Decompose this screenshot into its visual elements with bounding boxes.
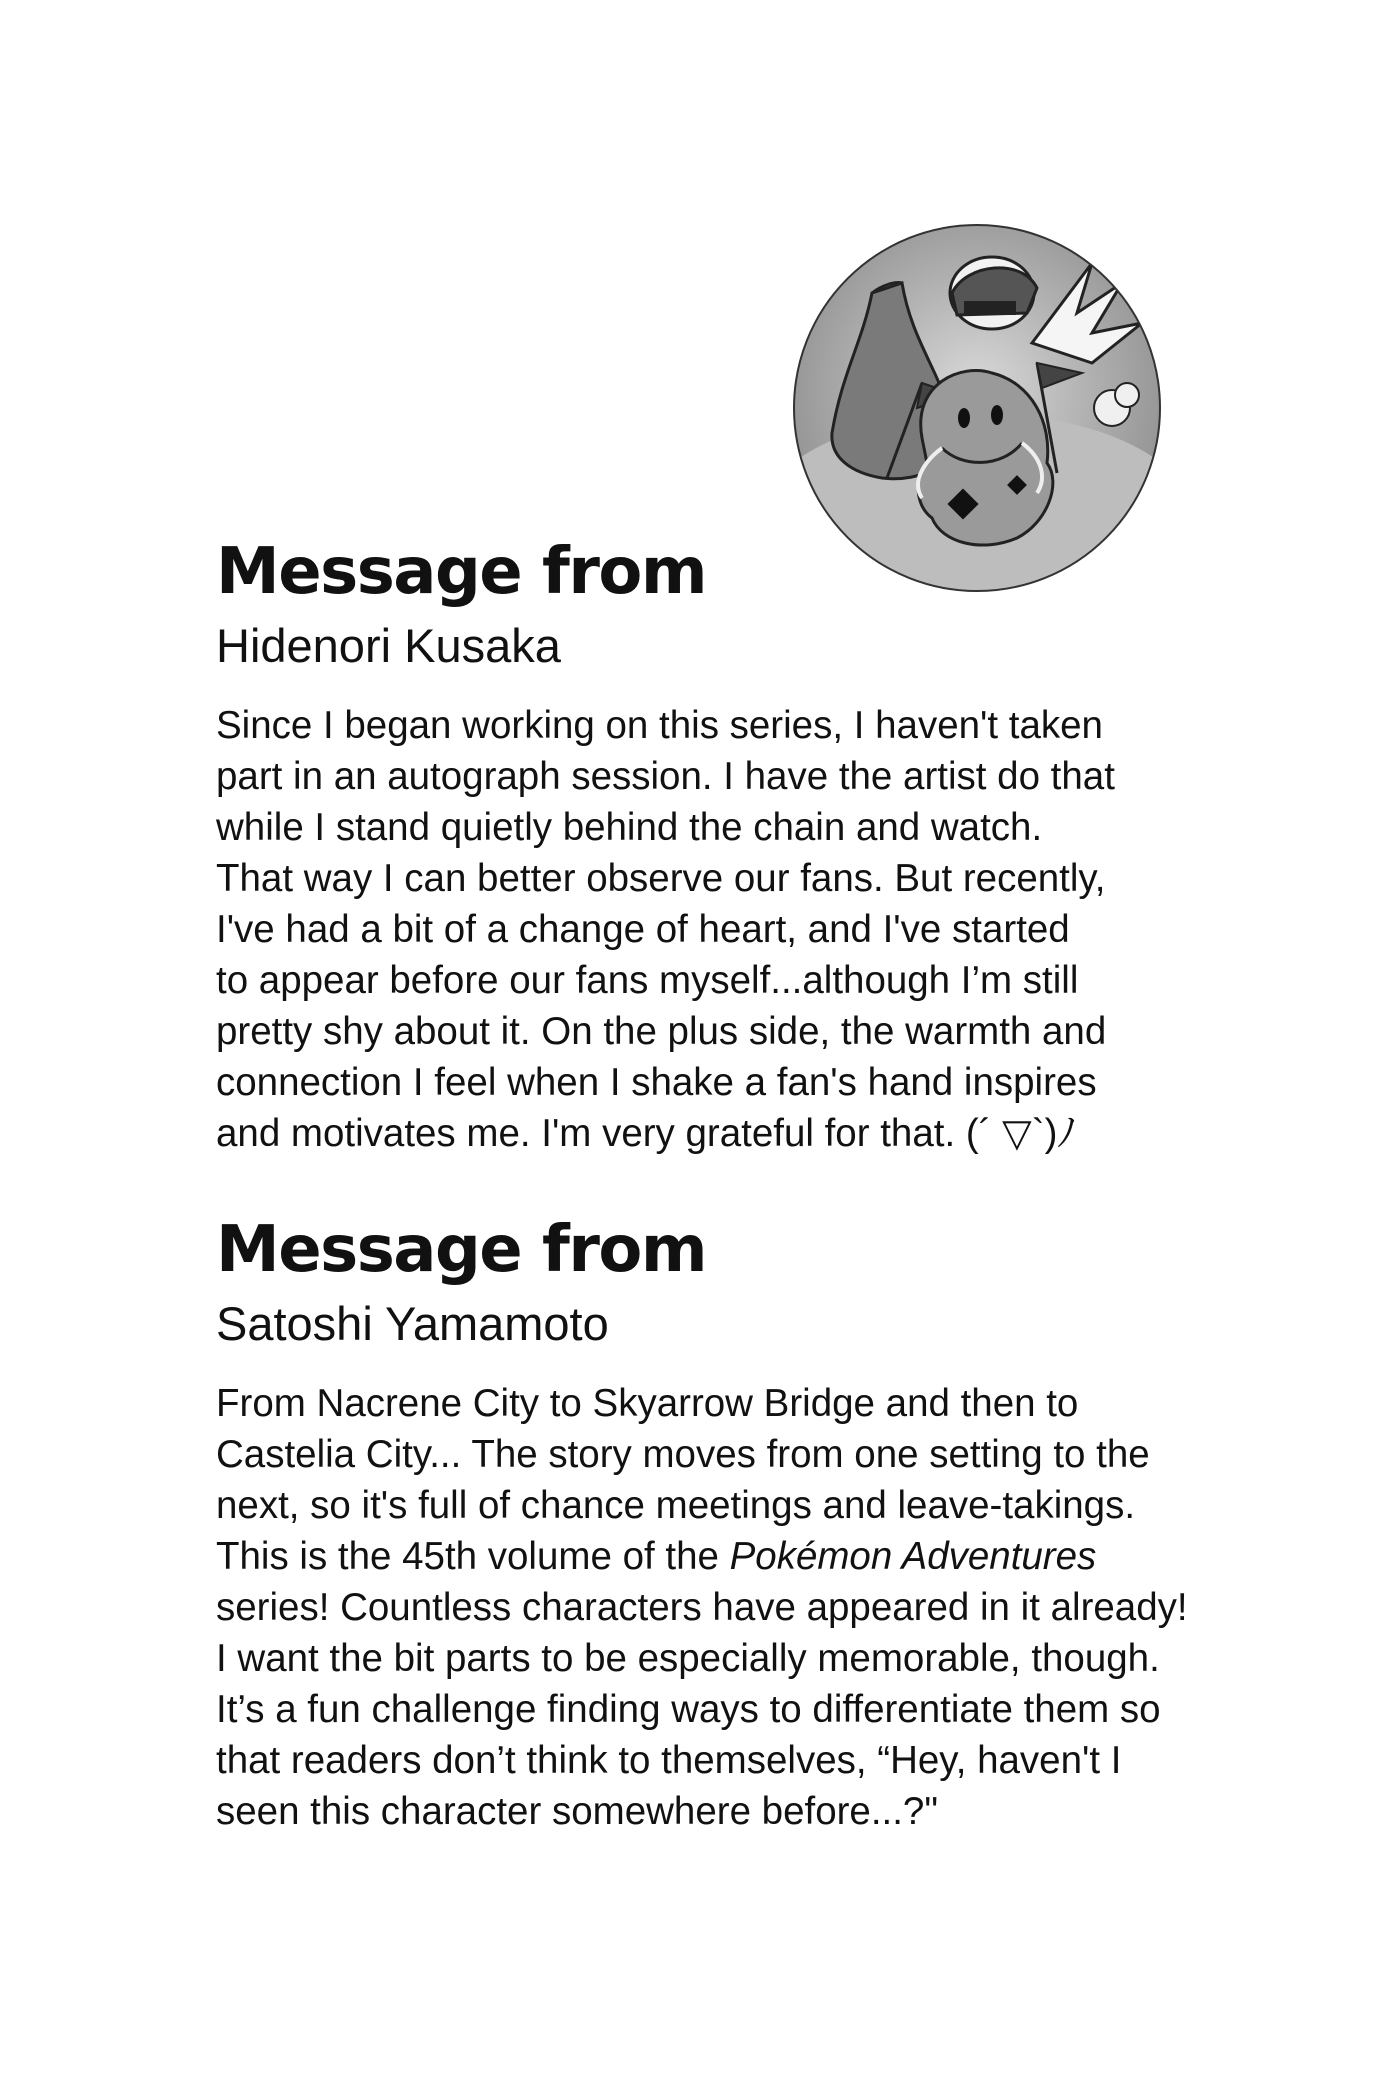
message-section-yamamoto (216, 1210, 1188, 1837)
message-line: I want the bit parts to be especially memorable, though. (216, 1637, 1160, 1680)
message-line-start: This is the 45th volume of the (216, 1535, 730, 1578)
message-body (216, 700, 1146, 1159)
message-line: pretty shy about it. On the plus side, the warmth and (216, 1010, 1107, 1053)
author-name: Satoshi Yamamoto (216, 1297, 609, 1350)
message-line: while I stand quietly behind the chain and watch. (216, 806, 1043, 849)
message-line: and motivates me. I'm very grateful for that. (´ ▽`)ﾉ (216, 1112, 1077, 1155)
message-body (216, 1378, 1188, 1837)
message-line: Since I began working on this series, I haven't taken (216, 704, 1103, 747)
message-line: part in an autograph session. I have the artist do that (216, 755, 1115, 798)
message-line: that readers don’t think to themselves, “Hey, haven't I (216, 1739, 1122, 1782)
message-line: It’s a fun challenge finding ways to differentiate them so (216, 1688, 1161, 1731)
message-line: From Nacrene City to Skyarrow Bridge and then to (216, 1382, 1079, 1425)
message-line: series! Countless characters have appeared in it already! (216, 1586, 1188, 1629)
series-title: Pokémon Adventures (729, 1535, 1097, 1578)
message-line: seen this character somewhere before...?" (216, 1790, 939, 1833)
section-heading: Message from (216, 1213, 707, 1287)
section-heading: Message from (216, 535, 707, 609)
message-line: connection I feel when I shake a fan's hand inspires (216, 1061, 1097, 1104)
message-line: to appear before our fans myself...although I’m still (216, 959, 1079, 1002)
message-line-with-title (216, 1531, 1146, 1582)
message-line: That way I can better observe our fans. But recently, (216, 857, 1106, 900)
message-section-kusaka (216, 532, 1146, 1159)
message-line: Castelia City... The story moves from one setting to the (216, 1433, 1150, 1476)
message-line: I've had a bit of a change of heart, and I've started (216, 908, 1070, 951)
message-line: next, so it's full of chance meetings and leave-takings. (216, 1484, 1136, 1527)
author-name: Hidenori Kusaka (216, 619, 561, 672)
